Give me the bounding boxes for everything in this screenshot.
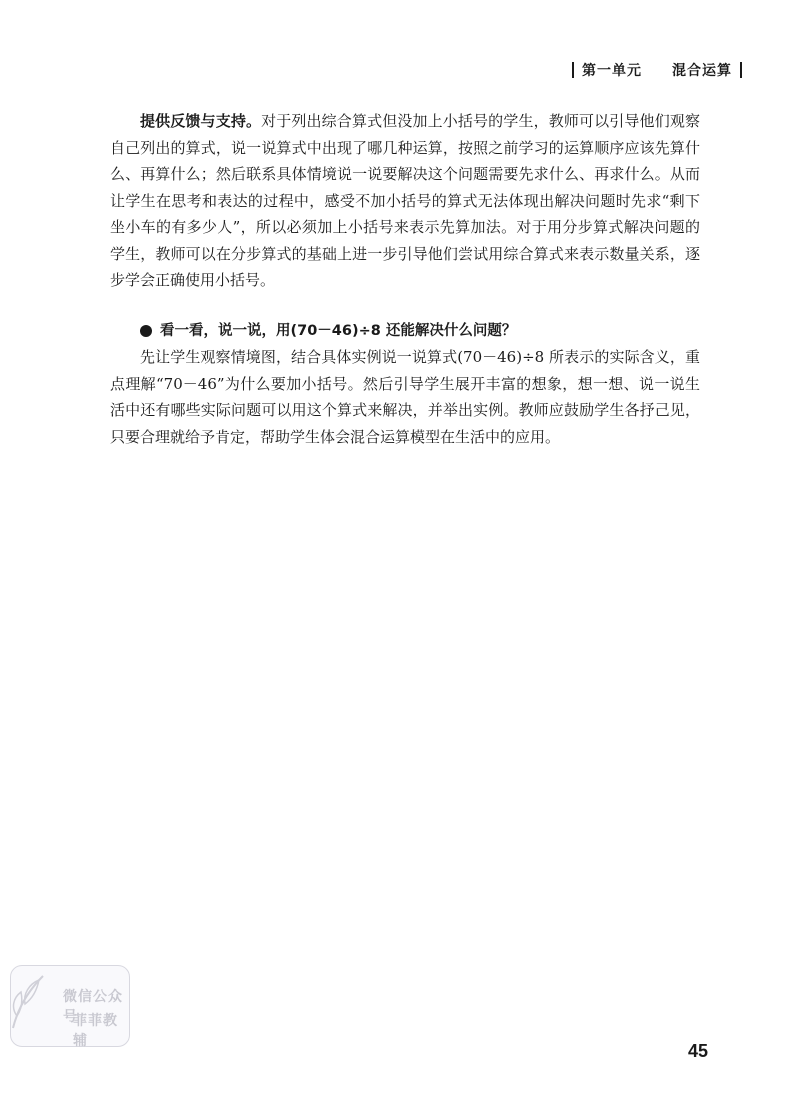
header-bar-right bbox=[740, 62, 742, 78]
feedback-paragraph bbox=[110, 108, 700, 294]
paragraph-lead: 提供反馈与支持。 bbox=[140, 112, 262, 130]
paragraph-text: 对于列出综合算式但没加上小括号的学生，教师可以引导他们观察自己列出的算式，说一说算式中出现了哪几种运算，按照之前学习的运算顺序应该先算什么、再算什么；然后联系具体情境说一说要解决这个问题需要先求什么、再求什么。从而让学生在思考和表达的过程中，感受不加小括号的算式无法体现出解决问题时先求“剩下坐小车的有多少人”，所以必须加上小括号来表示先算加法。对于用分步算式解决问题的学生，教师可以在分步算式的基础上进一步引导他们尝试用综合算式来表示数量关系，逐步学会正确使用小括号。 bbox=[110, 112, 700, 289]
page-body bbox=[110, 108, 700, 450]
header-topic: 混合运算 bbox=[672, 63, 732, 79]
watermark-line1: 微信公众号 bbox=[63, 989, 123, 1025]
section-title-text: 看一看，说一说，用(70－46)÷8 还能解决什么问题？ bbox=[160, 322, 517, 339]
running-header bbox=[572, 60, 742, 80]
page-number: 45 bbox=[687, 1041, 708, 1061]
bullet-icon bbox=[140, 325, 152, 337]
header-chapter: 第一单元 bbox=[582, 63, 642, 79]
section-heading bbox=[110, 318, 700, 345]
watermark-line2: 菲菲教辅 bbox=[73, 1013, 118, 1049]
header-bar-left bbox=[572, 62, 574, 78]
section-paragraph: 先让学生观察情境图，结合具体实例说一说算式(70－46)÷8 所表示的实际含义，重点理解“70－46”为什么要加小括号。然后引导学生展开丰富的想象，想一想、说一说生活中还有哪些实际问题可以用这个算式来解决，并举出实例。教师应鼓励学生各抒己见，只要合理就给予肯定，帮助学生体会混合运算模型在生活中的应用。 bbox=[110, 348, 700, 446]
watermark-badge bbox=[10, 965, 130, 1047]
feather-icon bbox=[7, 972, 49, 1032]
